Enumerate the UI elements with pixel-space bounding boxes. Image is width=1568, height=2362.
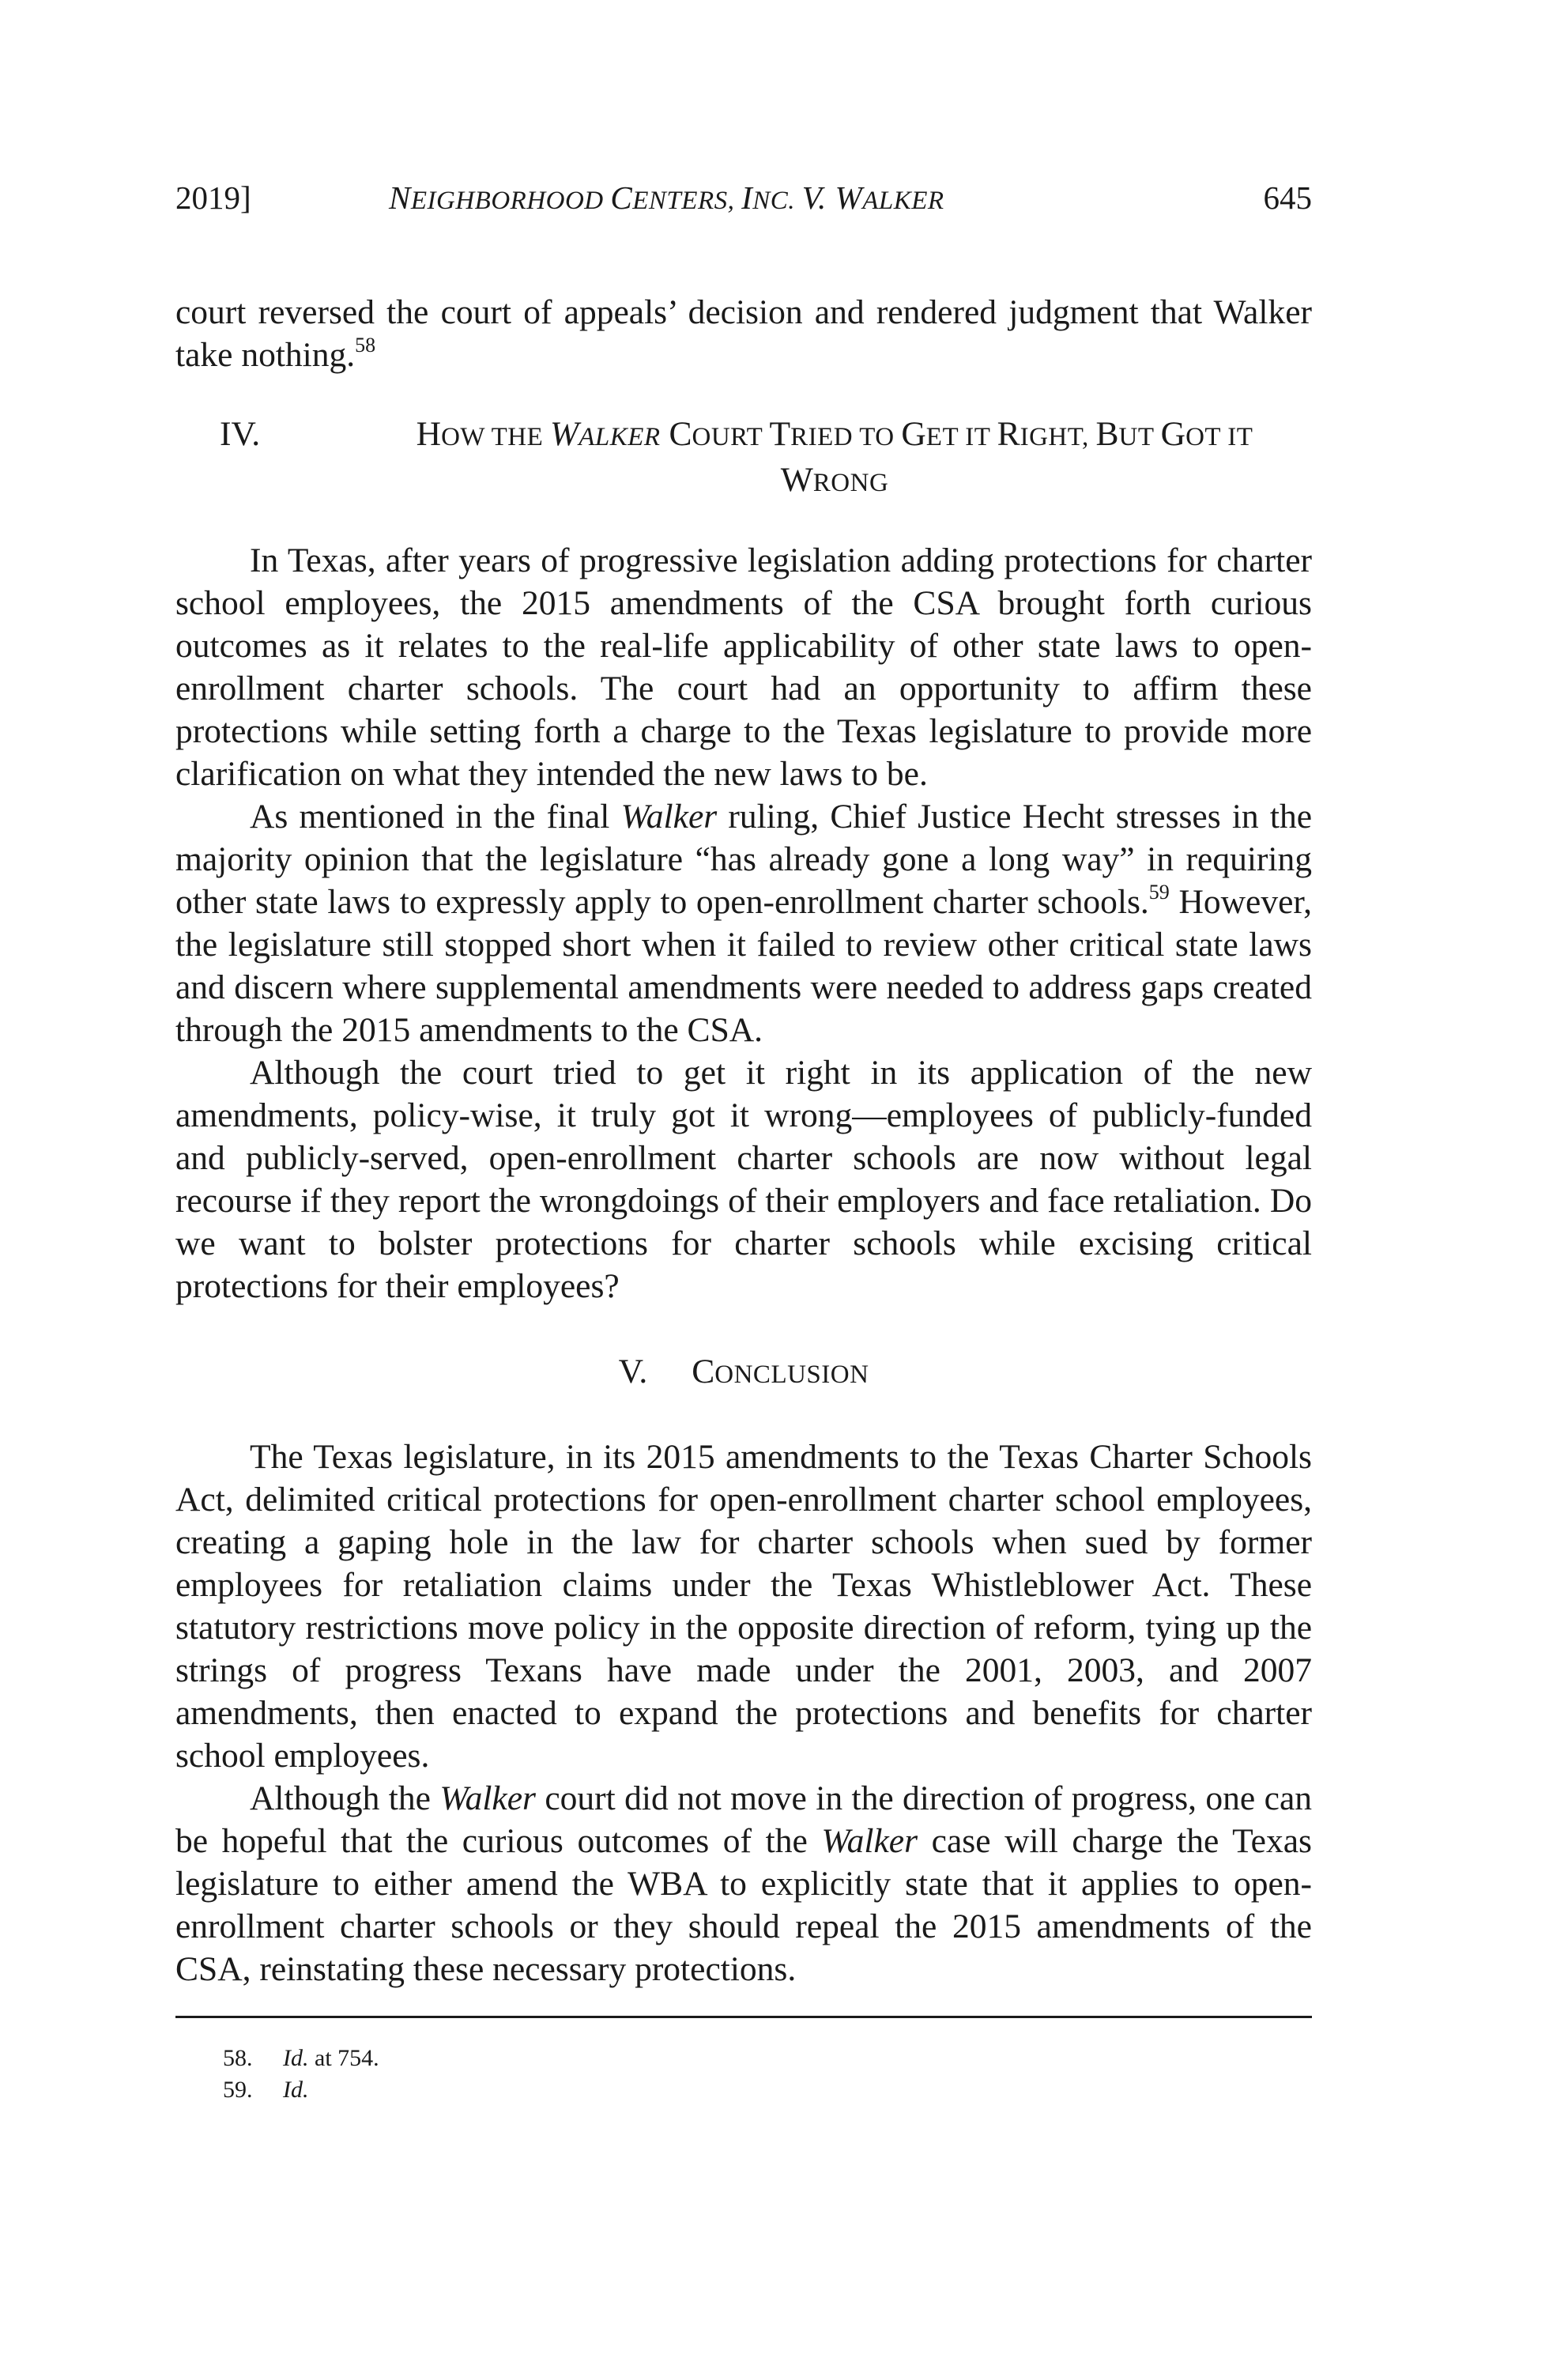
paragraph-text: Although the (250, 1779, 440, 1817)
heading-part: W (780, 461, 813, 499)
heading-part: G (901, 415, 926, 453)
heading-part: OW THE (441, 423, 550, 451)
running-title-part: ALKER (862, 187, 944, 215)
heading-part: RONG (812, 469, 889, 497)
footnote-citation-rest: at 754. (308, 2045, 379, 2071)
heading-part: OT IT (1185, 423, 1253, 451)
header-year: 2019] (175, 179, 251, 216)
paragraph-text: court did not move in the direction of progress, one can be hopeful that the curious outcomes of the (175, 1779, 1313, 1860)
footnote-59 (175, 2074, 1312, 2106)
footnote-divider (175, 2016, 1312, 2018)
case-name: Walker (821, 1822, 918, 1860)
paragraph (175, 1777, 1312, 1990)
running-header (175, 174, 1312, 221)
case-name: Walker (439, 1779, 536, 1817)
heading-part: G (1160, 415, 1186, 453)
paragraph-text: case will charge the Texas legislature to either amend the WBA to explicitly state that it applies to open-enrollment charter schools or they should repeal the 2015 amendments of the CSA, reinstating these necessary protections. (175, 1822, 1312, 1988)
body-text (175, 291, 1312, 1990)
section-heading-iv (175, 413, 1312, 504)
running-title-part: NC. (752, 187, 802, 215)
heading-part: OURT (692, 423, 770, 451)
running-title-part: N (389, 179, 411, 216)
paragraph-text: However, the legislature still stopped short when it failed to review other critical state laws and discern where supplemental amendments were needed to address gaps created through the 2015 amendments to the CSA. (175, 883, 1312, 1049)
footnote-58 (175, 2043, 1312, 2074)
heading-part: W (550, 415, 579, 453)
paragraph: Although the court tried to get it right in its application of the new amendments, policy-wise, it truly got it wrong—employees of publicly-funded and publicly-served, open-enrollment charter schools are now without legal recourse if they report the wrongdoings of their employers and face retaliation. Do we want to bolster protections for charter schools while excising critical protections for their employees? (175, 1054, 1312, 1305)
running-title-part: EIGHBORHOOD (410, 187, 611, 215)
running-title-part: W (835, 179, 863, 216)
heading-part: ET IT (925, 423, 997, 451)
footnote-ref-59: 59 (1148, 881, 1170, 904)
section-title (357, 413, 1312, 504)
paragraph (175, 795, 1312, 1051)
paragraph-continued (175, 291, 1312, 376)
heading-part: IGHT, (1020, 423, 1096, 451)
case-name: Walker (620, 798, 718, 836)
paragraph-text: court reversed the court of appeals’ decision and rendered judgment that Walker take nothing. (175, 293, 1312, 374)
footnote-citation: Id. (283, 2077, 309, 2103)
footnote-number: 59. (223, 2077, 253, 2103)
running-title-part: ENTERS, (632, 187, 742, 215)
heading-part: UT (1118, 423, 1161, 451)
running-title-part: V. (801, 179, 835, 216)
paragraph-text: ruling, Chief Justice Hecht stresses in the majority opinion that the legislature “has already gone a long way” in requiring other state laws to expressly apply to open-enrollment charter schools. (175, 798, 1312, 921)
heading-part: RIED TO (790, 423, 902, 451)
heading-part: C (660, 415, 692, 453)
paragraph-text: As mentioned in the final (250, 798, 621, 836)
paragraph: In Texas, after years of progressive legislation adding protections for charter school employees, the 2015 amendments of the CSA brought forth curious outcomes as it relates to the real-life applicability of other state laws to open-enrollment charter schools. The court had an opportunity to affirm these protections while setting forth a charge to the Texas legislature to provide more clarification on what they intended the new laws to be. (175, 541, 1312, 793)
footnote-text (283, 2074, 309, 2106)
running-title-part: I (741, 179, 753, 216)
running-title (389, 174, 944, 225)
section-heading-v (175, 1350, 1312, 1396)
heading-part: R (997, 415, 1020, 453)
heading-part: H (416, 415, 442, 453)
heading-part: T (769, 415, 791, 453)
heading-part: ONCLUSION (714, 1360, 869, 1389)
running-title-part: C (610, 179, 633, 216)
heading-part: ALKER (579, 423, 661, 451)
section-number: IV. (220, 415, 261, 453)
footnote-citation: Id. (283, 2045, 309, 2071)
section-number: V. (618, 1353, 648, 1390)
paragraph: The Texas legislature, in its 2015 amendments to the Texas Charter Schools Act, delimited critical protections for open-enrollment charter school employees, creating a gaping hole in the law for charter schools when sued by former employees for retaliation claims under the Texas Whistleblower Act. These statutory restrictions move policy in the opposite direction of reform, tying up the strings of progress Texans have made under the 2001, 2003, and 2007 amendments, then enacted to expand the protections and benefits for charter school employees. (175, 1438, 1312, 1775)
page-number: 645 (1263, 179, 1312, 216)
footnote-ref-58: 58 (355, 334, 376, 357)
footnotes (175, 2043, 1312, 2106)
footnote-number: 58. (223, 2045, 253, 2071)
footnote-text (283, 2043, 379, 2074)
heading-part: B (1095, 415, 1119, 453)
heading-part: C (692, 1353, 715, 1390)
